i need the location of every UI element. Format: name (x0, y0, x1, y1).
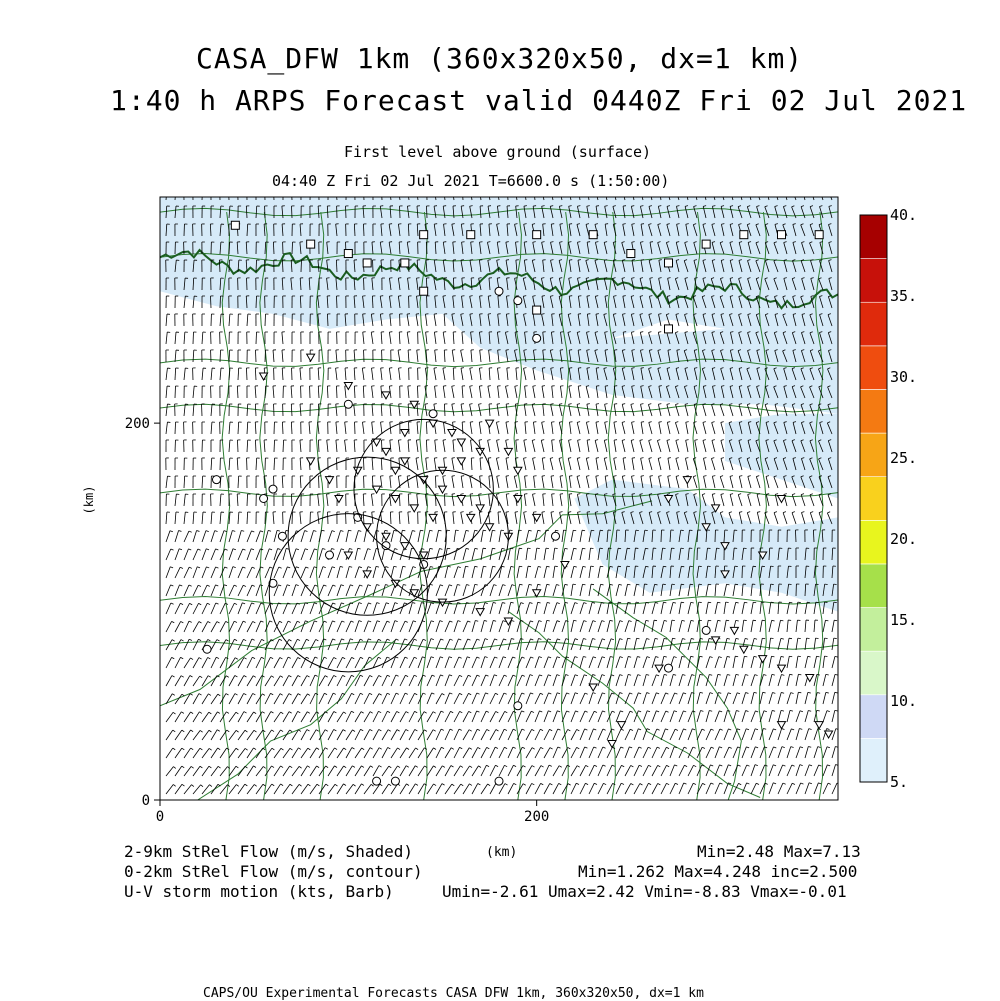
wind-barb-flag (636, 620, 639, 621)
wind-barb-flag (533, 386, 536, 387)
wind-barb-flag (483, 530, 486, 531)
wind-barb-flag (618, 566, 621, 567)
wind-barb (210, 296, 211, 308)
wind-barb-flag (591, 584, 594, 585)
wind-barb (237, 440, 238, 452)
wind-barb (318, 476, 319, 488)
wind-barb (318, 404, 319, 416)
wind-barb (220, 350, 221, 362)
wind-barb-flag (443, 296, 446, 297)
wind-barb (426, 206, 427, 218)
wind-barb-flag (483, 548, 486, 549)
wind-barb-flag (632, 260, 635, 261)
wind-barb-flag (542, 386, 545, 387)
wind-barb (265, 314, 266, 326)
wind-barb-flag (596, 422, 599, 423)
wind-barb-flag (506, 242, 509, 243)
wind-barb (327, 512, 328, 524)
wind-barb-flag (789, 656, 792, 657)
wind-barb-flag (425, 386, 428, 387)
wind-barb-flag (650, 278, 653, 279)
wind-barb-flag (519, 566, 522, 567)
wind-barb-flag (452, 224, 455, 225)
wind-barb-flag (735, 584, 738, 585)
wind-barb-flag (515, 386, 518, 387)
wind-barb-flag (587, 206, 590, 207)
wind-barb-flag (515, 422, 518, 423)
wind-barb-flag (506, 476, 509, 477)
wind-barb (237, 188, 238, 200)
wind-barb-flag (789, 638, 792, 639)
wind-barb-flag (618, 602, 621, 603)
wind-barb-flag (470, 368, 473, 369)
wind-barb-flag (654, 620, 657, 621)
wind-barb-flag (519, 548, 522, 549)
wind-barb (435, 476, 436, 488)
wind-barb-flag (614, 458, 617, 459)
wind-barb (256, 332, 257, 344)
wind-barb-flag (470, 314, 473, 315)
wind-barb-flag (609, 602, 612, 603)
wind-barb-flag (524, 440, 527, 441)
wind-barb (255, 350, 256, 362)
wind-barb-flag (425, 404, 428, 405)
wind-barb-flag (600, 530, 603, 531)
wind-barb (417, 386, 418, 398)
wind-barb-flag (425, 224, 428, 225)
wind-barb-flag (497, 476, 500, 477)
wind-barb-flag (416, 458, 419, 459)
wind-barb-flag (506, 422, 509, 423)
wind-barb-flag (641, 260, 644, 261)
wind-barb-flag (569, 386, 572, 387)
wind-barb-flag (447, 548, 450, 549)
wind-barb (291, 494, 292, 506)
wind-barb (291, 206, 292, 218)
wind-barb-flag (488, 260, 491, 261)
wind-barb-flag (708, 620, 711, 621)
wind-barb-flag (515, 512, 518, 513)
wind-barb-flag (488, 386, 491, 387)
wind-barb (175, 422, 176, 434)
wind-barb-flag (461, 512, 464, 513)
wind-barb-flag (596, 278, 599, 279)
wind-barb (247, 494, 248, 506)
wind-barb-flag (632, 350, 635, 351)
wind-barb-flag (605, 350, 608, 351)
wind-barb-flag (587, 368, 590, 369)
wind-barb (444, 494, 445, 506)
wind-barb-flag (434, 278, 437, 279)
wind-barb-flag (708, 602, 711, 603)
wind-barb-flag (834, 620, 837, 621)
wind-barb-flag (695, 440, 698, 441)
wind-barb-flag (551, 368, 554, 369)
wind-barb-flag (735, 656, 738, 657)
wind-barb-flag (443, 368, 446, 369)
wind-barb-flag (659, 422, 662, 423)
wind-barb (256, 296, 257, 308)
wind-barb-flag (681, 584, 684, 585)
wind-barb-flag (632, 224, 635, 225)
wind-barb-flag (497, 404, 500, 405)
wind-barb-flag (681, 602, 684, 603)
wind-barb-flag (686, 422, 689, 423)
wind-barb-flag (663, 566, 666, 567)
wind-barb-flag (596, 314, 599, 315)
wind-barb (795, 530, 796, 542)
wind-barb (363, 224, 364, 236)
wind-barb-flag (650, 476, 653, 477)
wind-barb-flag (596, 458, 599, 459)
wind-barb-flag (443, 440, 446, 441)
wind-barb-flag (623, 224, 626, 225)
wind-barb-flag (452, 494, 455, 495)
wind-barb-flag (533, 242, 536, 243)
wind-barb-flag (461, 314, 464, 315)
wind-barb-flag (681, 566, 684, 567)
wind-barb-flag (668, 458, 671, 459)
wind-barb-flag (551, 512, 554, 513)
wind-barb-flag (434, 404, 437, 405)
wind-barb-flag (582, 530, 585, 531)
wind-barb-flag (605, 206, 608, 207)
wind-barb-flag (569, 206, 572, 207)
wind-barb-flag (596, 476, 599, 477)
wind-barb-flag (587, 296, 590, 297)
wind-barb-flag (452, 476, 455, 477)
wind-barb-flag (686, 494, 689, 495)
wind-barb-flag (560, 224, 563, 225)
wind-barb (256, 260, 257, 272)
wind-barb (274, 440, 275, 452)
wind-barb-flag (506, 350, 509, 351)
wind-barb-flag (434, 368, 437, 369)
wind-barb (336, 386, 337, 398)
wind-barb-flag (461, 368, 464, 369)
wind-barb-flag (614, 422, 617, 423)
wind-barb-flag (506, 512, 509, 513)
wind-barb-flag (623, 296, 626, 297)
wind-barb-flag (528, 566, 531, 567)
wind-barb-flag (479, 440, 482, 441)
wind-barb-flag (443, 476, 446, 477)
wind-barb-flag (690, 584, 693, 585)
wind-barb (363, 458, 364, 470)
wind-barb-flag (470, 260, 473, 261)
wind-barb-flag (686, 476, 689, 477)
wind-barb-flag (542, 512, 545, 513)
wind-barb-flag (470, 296, 473, 297)
wind-barb-flag (753, 602, 756, 603)
wind-barb-flag (569, 404, 572, 405)
wind-barb-flag (506, 458, 509, 459)
wind-barb-flag (533, 368, 536, 369)
wind-barb-flag (618, 548, 621, 549)
wind-barb-flag (807, 602, 810, 603)
wind-barb-flag (762, 638, 765, 639)
wind-barb-flag (452, 404, 455, 405)
wind-barb-flag (524, 350, 527, 351)
wind-barb-flag (641, 476, 644, 477)
wind-barb-flag (452, 314, 455, 315)
wind-barb-flag (627, 548, 630, 549)
wind-barb-flag (762, 620, 765, 621)
wind-barb-flag (578, 260, 581, 261)
wind-barb-flag (708, 584, 711, 585)
wind-barb-flag (452, 458, 455, 459)
wind-barb-flag (587, 404, 590, 405)
wind-barb (292, 242, 293, 254)
wind-barb-flag (461, 494, 464, 495)
wind-barb-flag (524, 206, 527, 207)
wind-barb-flag (632, 494, 635, 495)
wind-barb-flag (632, 242, 635, 243)
wind-barb-flag (542, 296, 545, 297)
wind-barb-flag (677, 350, 680, 351)
wind-barb-flag (524, 224, 527, 225)
wind-barb-flag (659, 386, 662, 387)
wind-barb-flag (641, 368, 644, 369)
wind-barb-flag (753, 566, 756, 567)
wind-barb-flag (668, 476, 671, 477)
wind-barb-flag (569, 278, 572, 279)
wind-barb-flag (452, 386, 455, 387)
wind-barb-flag (542, 476, 545, 477)
wind-barb-flag (668, 350, 671, 351)
wind-barb-flag (726, 620, 729, 621)
wind-barb-flag (686, 224, 689, 225)
wind-barb (336, 296, 337, 308)
wind-barb (246, 368, 247, 380)
wind-barb-flag (659, 260, 662, 261)
wind-barb-flag (605, 296, 608, 297)
wind-barb-flag (591, 530, 594, 531)
wind-barb-flag (573, 530, 576, 531)
wind-barb-flag (461, 260, 464, 261)
wind-barb-flag (600, 566, 603, 567)
wind-barb-flag (753, 620, 756, 621)
